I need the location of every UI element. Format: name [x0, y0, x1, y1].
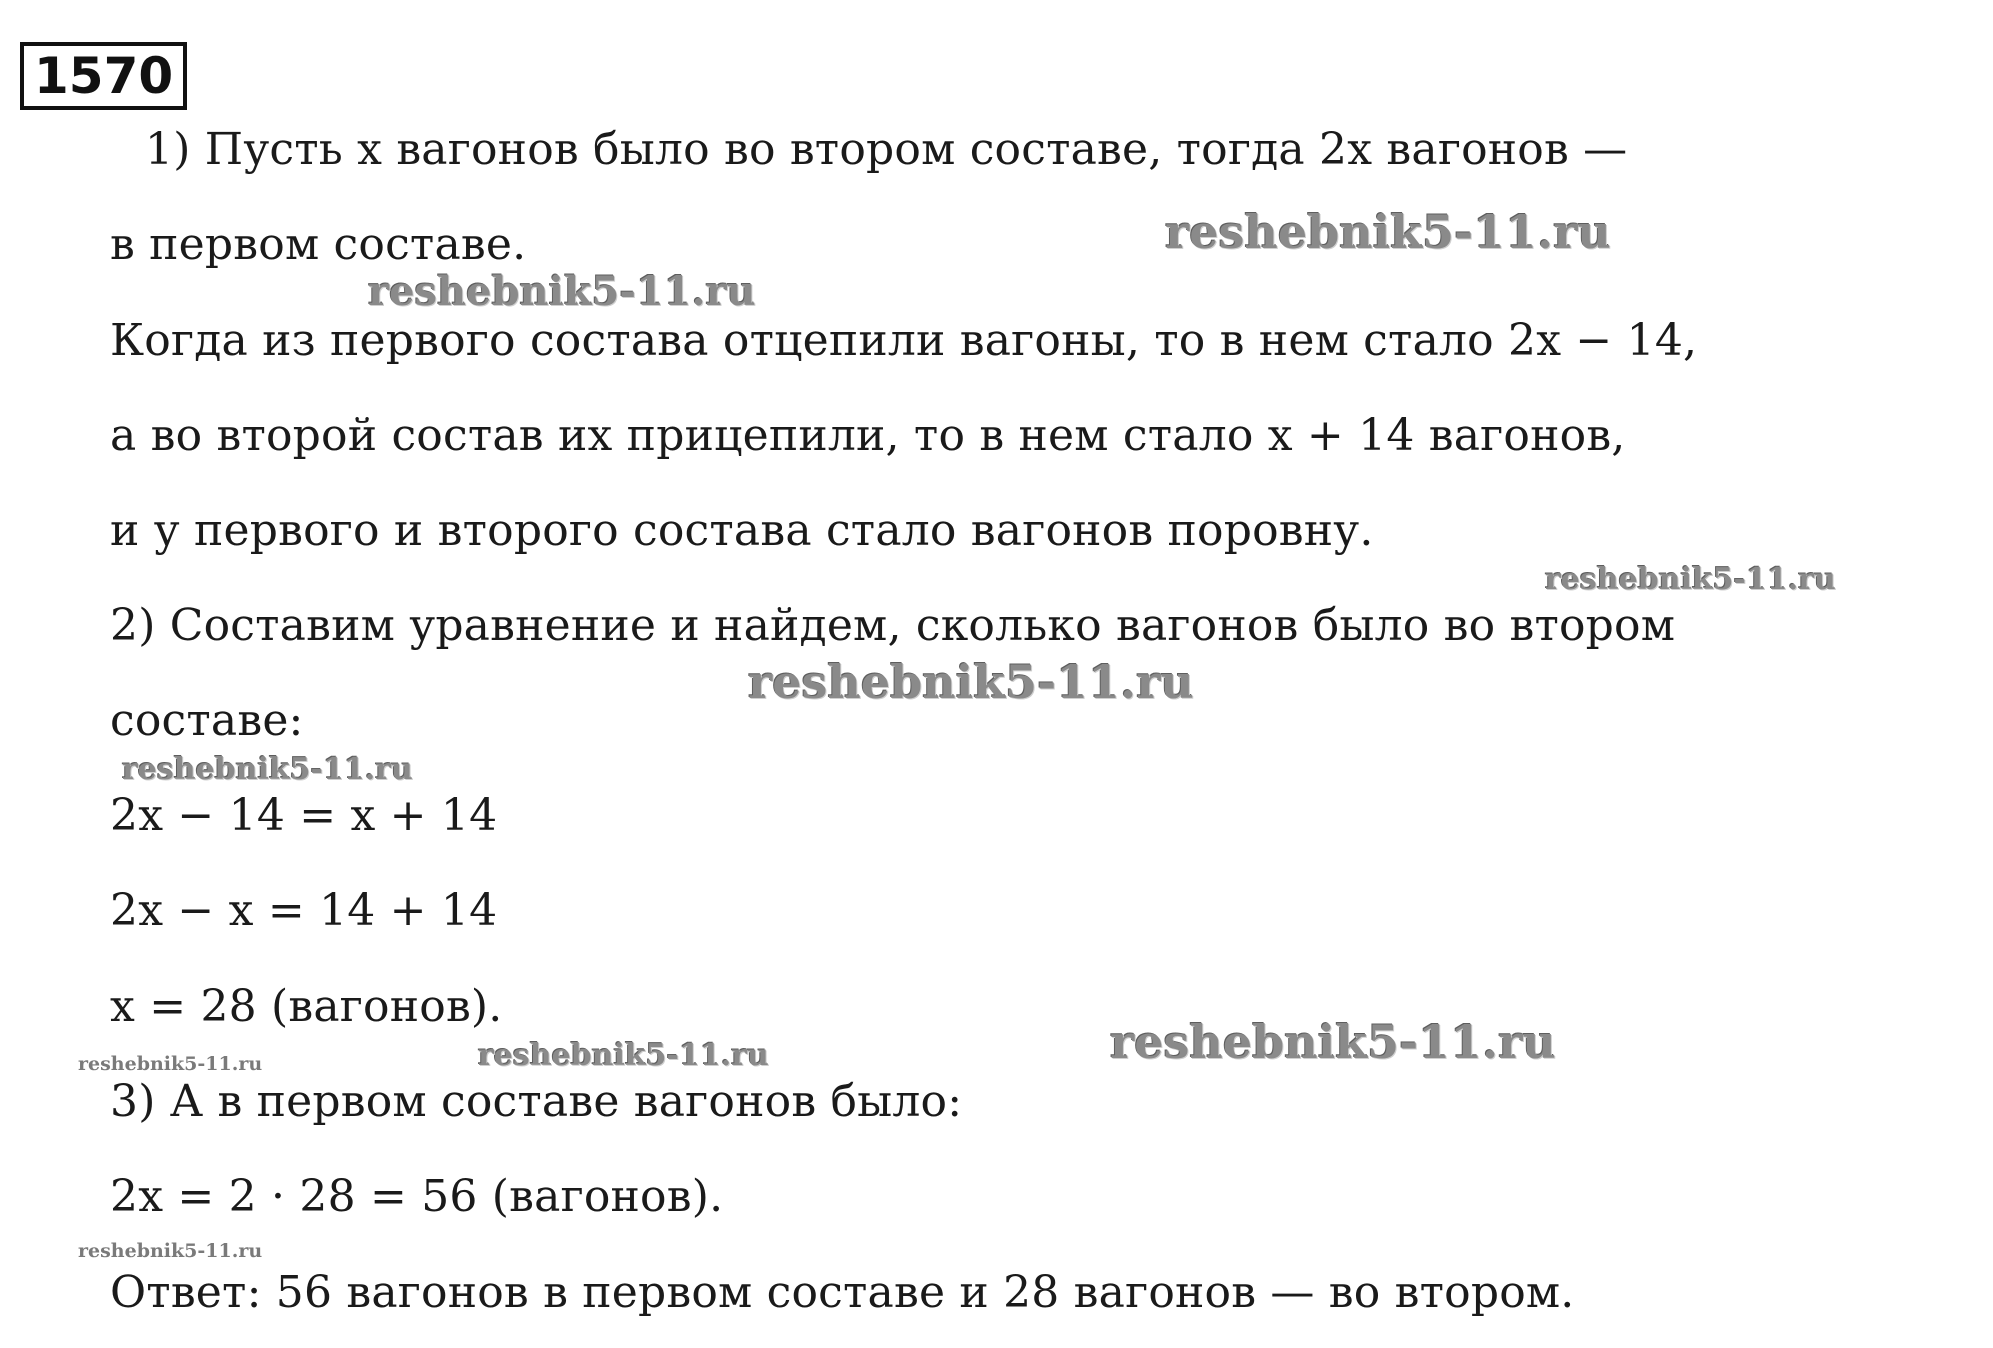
watermark-logo: reshebnik5-11.ru — [1545, 562, 1836, 597]
solution-line-1: 1) Пусть x вагонов было во втором составе, тогда 2x вагонов — — [145, 124, 1628, 175]
equation-line-2: 2x − x = 14 + 14 — [110, 885, 498, 936]
equation-line-3: x = 28 (вагонов). — [110, 981, 503, 1032]
watermark-logo: reshebnik5-11.ru — [748, 655, 1194, 709]
watermark-logo: reshebnik5-11.ru — [122, 752, 413, 787]
solution-line-6: 2) Составим уравнение и найдем, сколько вагонов было во втором — [110, 600, 1676, 651]
watermark-logo: reshebnik5-11.ru — [78, 1053, 263, 1075]
equation-line-4: 2x = 2 · 28 = 56 (вагонов). — [110, 1171, 724, 1222]
solution-line-11: 3) А в первом составе вагонов было: — [110, 1076, 963, 1127]
solution-line-7: составе: — [110, 695, 304, 746]
watermark-logo: reshebnik5-11.ru — [368, 268, 756, 315]
solution-line-2: в первом составе. — [110, 219, 527, 270]
answer-line: Ответ: 56 вагонов в первом составе и 28 вагонов — во втором. — [110, 1267, 1575, 1318]
problem-number: 1570 — [20, 42, 187, 110]
solution-line-4: а во второй состав их прицепили, то в нем стало x + 14 вагонов, — [110, 410, 1626, 461]
solution-line-3: Когда из первого состава отцепили вагоны, то в нем стало 2x − 14, — [110, 315, 1698, 366]
solution-line-5: и у первого и второго состава стало вагонов поровну. — [110, 505, 1374, 556]
watermark-logo: reshebnik5-11.ru — [78, 1240, 263, 1262]
watermark-logo: reshebnik5-11.ru — [1110, 1015, 1556, 1069]
equation-line-1: 2x − 14 = x + 14 — [110, 790, 498, 841]
watermark-logo: reshebnik5-11.ru — [1165, 205, 1611, 259]
watermark-logo: reshebnik5-11.ru — [478, 1038, 769, 1073]
